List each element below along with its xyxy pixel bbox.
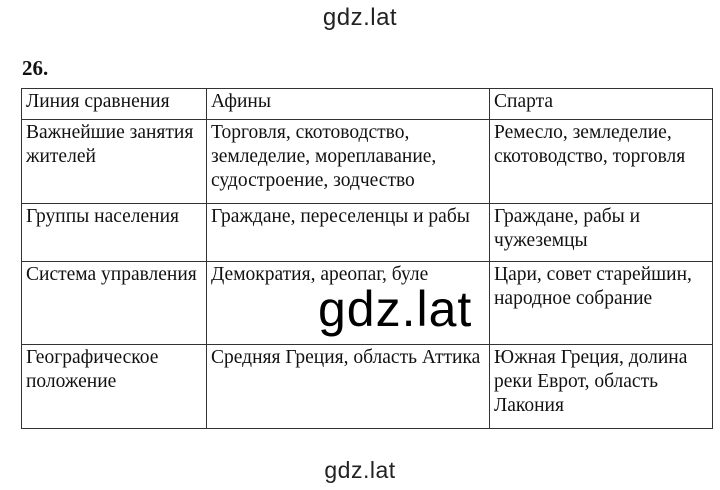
table-cell: Цари, совет старейшин, народное собрание	[490, 262, 713, 345]
comparison-table	[21, 88, 713, 429]
header-cell: Спарта	[490, 89, 713, 120]
table-cell: Демократия, ареопаг, буле	[207, 262, 490, 345]
table-cell: Система управления	[22, 262, 207, 345]
table-cell: Группы населения	[22, 204, 207, 262]
table-row	[22, 204, 713, 262]
table-row	[22, 120, 713, 204]
table-cell: Граждане, рабы и чужеземцы	[490, 204, 713, 262]
table-cell: Географическое положение	[22, 345, 207, 429]
table-cell: Важнейшие занятия жителей	[22, 120, 207, 204]
table-row	[22, 345, 713, 429]
header-cell: Линия сравнения	[22, 89, 207, 120]
header-cell: Афины	[207, 89, 490, 120]
watermark-center: gdz.lat	[318, 281, 473, 337]
table-cell: Южная Греция, долина реки Еврот, область Лакония	[490, 345, 713, 429]
table-cell: Граждане, переселенцы и рабы	[207, 204, 490, 262]
table-cell: Ремесло, земледелие, скотоводство, торговля	[490, 120, 713, 204]
watermark-top: gdz.lat	[322, 4, 398, 31]
task-number: 26.	[22, 56, 49, 80]
table-cell: Торговля, скотоводство, земледелие, мореплавание, судостроение, зодчество	[207, 120, 490, 204]
watermark-bottom: gdz.lat	[324, 457, 396, 483]
table-cell: Средняя Греция, область Аттика	[207, 345, 490, 429]
table-header-row	[22, 89, 713, 120]
